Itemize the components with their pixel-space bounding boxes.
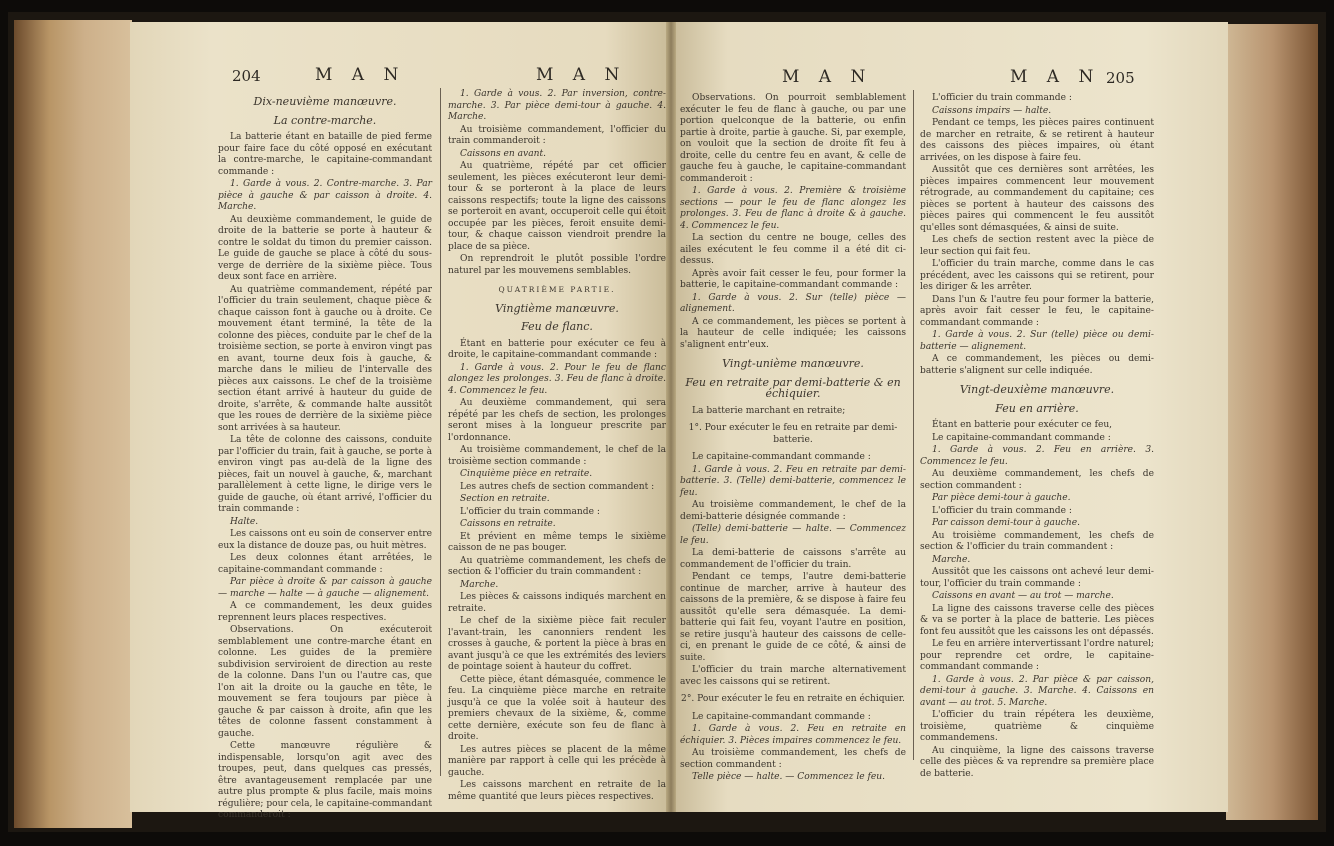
command-line: Telle pièce — halte. — Commencez le feu. xyxy=(692,772,886,782)
paragraph: Cette pièce, étant démasquée, commence le feu. La cinquième pièce marche en retraite jusqu'à ce que la volée soit à hauteur des premiers chevaux de la sixième, &, comme cette dernière, exécute son feu de flanc à droite. xyxy=(448,674,666,742)
command-line: Marche. xyxy=(460,579,499,590)
command-line: 1. Garde à vous. 2. Feu en retraite en échiquier. 3. Pièces impaires commencez le feu. xyxy=(680,724,906,746)
command-line: Par pièce demi-tour à gauche. xyxy=(932,493,1071,503)
paragraph: 2°. Pour exécuter le feu en retraite en échiquier. xyxy=(681,694,905,704)
paragraph: Au deuxième commandement, le guide de droite de la batterie se porte à hauteur & contre le soldat du timon du premier caisson. Le guide de gauche se place à côté du sous-verge de derrière de la sixième pièce. Tous deux sont face en arrière. xyxy=(218,214,432,282)
paragraph: Pendant ce temps, l'autre demi-batterie continue de marcher, arrive à hauteur des caissons de la première, & se dispose à faire feu aussitôt qu'elle sera démasquée. La demi-batterie qui fait feu, voyant l'autre en position, se retire jusqu'à hauteur des caissons de celle-ci, en prenant le guide de ce côté, & ainsi de suite. xyxy=(680,572,906,663)
section-heading: Dix-neuvième manœuvre. xyxy=(253,95,397,108)
command-line: Cinquième pièce en retraite. xyxy=(460,469,593,479)
paragraph: La batterie étant en bataille de pied ferme pour faire face du côté opposé en exécutant la contre-marche, le capitaine-commandant commande : xyxy=(218,132,432,177)
section-heading: Vingt-unième manœuvre. xyxy=(722,357,864,370)
paragraph: L'officier du train commande : xyxy=(932,505,1072,516)
paragraph: L'officier du train marche alternativement avec les caissons qui se retirent. xyxy=(680,665,906,687)
paragraph: La batterie marchant en retraite; xyxy=(692,405,846,416)
paragraph: Au quatrième commandement, répété par l'officier du train seulement, chaque pièce & chaque caisson font à gauche ou à droite. Ce mouvement étant terminé, la tête de la colonne des pièces, conduite par le chef de la troisième section, se porte à environ vingt pas en avant, tourne deux fois à gauche, & marche dans le milieu de l'intervalle des pièces aux caissons. Le chef de la troisième section étant arrivé à hauteur du guide de droite, s'arrête, & commande halte aussitôt que les roues de derrière de la sixième pièce sont arrivées à sa hauteur. xyxy=(218,284,432,433)
right-header-outer: M A N xyxy=(1010,67,1101,87)
left-column-rule xyxy=(440,88,441,776)
paragraph: Étant en batterie pour exécuter ce feu, xyxy=(932,420,1113,430)
left-header-inner: M A N xyxy=(536,65,627,85)
command-line: Caissons en avant — au trot — marche. xyxy=(932,591,1114,601)
paragraph: Au troisième commandement, les chefs de section & l'officier du train commandent : xyxy=(920,530,1154,552)
paragraph: A ce commandement, les pièces se portent à la hauteur de celle indiquée; les caissons s'alignent entr'eux. xyxy=(680,316,906,350)
paragraph: La demi-batterie de caissons s'arrête au commandement de l'officier du train. xyxy=(680,548,906,570)
paragraph: Pendant ce temps, les pièces paires continuent de marcher en retraite, & se retirent à hauteur des caissons des pièces impaires, où étant arrivées, on les dispose à faire feu. xyxy=(920,118,1154,163)
paragraph: A ce commandement, les pièces ou demi-batterie s'alignent sur celle indiquée. xyxy=(920,354,1154,376)
paragraph: Le chef de la sixième pièce fait reculer l'avant-train, les canonniers rendent les crosses à gauche, & portent la pièce à bras en avant jusqu'à ce que les extrémités des leviers de pointage soient à hauteur du coffret. xyxy=(448,616,666,672)
section-heading: Feu en arrière. xyxy=(995,401,1079,415)
paragraph: Dans l'un & l'autre feu pour former la batterie, après avoir fait cesser le feu, le capitaine-commandant commande : xyxy=(920,294,1154,328)
section-heading: La contre-marche. xyxy=(273,113,377,127)
right-page-column-2 xyxy=(920,93,1154,779)
command-line: 1. Garde à vous. 2. Par pièce & par caisson, demi-tour à gauche. 3. Marche. 4. Caissons en avant — au trot. 5. Marche. xyxy=(920,674,1154,708)
paragraph: Au troisième commandement, l'officier du train commanderoit : xyxy=(448,124,666,146)
right-header-inner: M A N xyxy=(782,67,873,87)
section-heading: Vingtième manœuvre. xyxy=(495,301,619,315)
paragraph: Et prévient en même temps le sixième caisson de ne pas bouger. xyxy=(448,531,666,553)
paragraph: Les pièces & caissons indiqués marchent en retraite. xyxy=(448,592,666,614)
paragraph: La section du centre ne bouge, celles des ailes exécutent le feu comme il a été dit ci-dessus. xyxy=(680,233,906,266)
command-line: Halte. xyxy=(230,516,259,527)
command-line: 1. Garde à vous. 2. Sur (telle) pièce ou demi-batterie — alignement. xyxy=(920,330,1154,352)
paragraph: Au cinquième, la ligne des caissons traverse celle des pièces & va reprendre sa première place de batterie. xyxy=(920,745,1154,779)
paragraph: Aussitôt que les caissons ont achevé leur demi-tour, l'officier du train commande : xyxy=(920,567,1154,589)
paragraph: L'officier du train marche, comme dans le cas précédent, avec les caissons qui se retirent, pour les diriger & les arrêter. xyxy=(920,259,1154,292)
paragraph: QUATRIÈME PARTIE. xyxy=(498,285,616,294)
paragraph: Cette manœuvre régulière & indispensable, lorsqu'on agit avec des troupes, peut, dans quelques cas pressés, être avantageusement remplacée par une autre plus prompte & plus facile, mais moins régulière; pour cela, le capitaine-commandant commanderoit : xyxy=(218,741,432,820)
right-column-rule xyxy=(913,90,914,760)
paragraph: La tête de colonne des caissons, conduite par l'officier du train, fait à gauche, se porte à environ vingt pas au-delà de la ligne des pièces, fait un nouvel à gauche, &, marchant parallèlement à cette ligne, le dirige vers le guide de gauche, où étant arrivé, l'officier du train commande : xyxy=(218,435,432,514)
paragraph: Les deux colonnes étant arrêtées, le capitaine-commandant commande : xyxy=(218,553,432,575)
left-page-edges xyxy=(14,20,132,828)
paragraph: Après avoir fait cesser le feu, pour former la batterie, le capitaine-commandant commande : xyxy=(680,268,906,290)
command-line: Section en retraite. xyxy=(460,494,550,504)
right-page-column-1 xyxy=(680,93,906,782)
command-line: 1. Garde à vous. 2. Pour le feu de flanc alongez les prolonges. 3. Feu de flanc à droite. 4. Commencez le feu. xyxy=(448,362,666,396)
paragraph: L'officier du train répétera les deuxième, troisième, quatrième & cinquième commandemens. xyxy=(920,710,1154,743)
section-heading: Vingt-deuxième manœuvre. xyxy=(959,383,1115,396)
paragraph: On reprendroit le plutôt possible l'ordre naturel par les mouvemens semblables. xyxy=(448,254,666,276)
paragraph: Au quatrième commandement, les chefs de section & l'officier du train commandent : xyxy=(448,555,666,577)
paragraph: Au quatrième, répété par cet officier seulement, les pièces exécuteront leur demi-tour & se porteront à la place de leurs caissons respectifs; toute la ligne des caissons se porteroit en avant, occuperoit celle qui étoit occupée par les pièces, feroit ensuite demi-tour, & chaque caisson viendroit prendre la place de sa pièce. xyxy=(448,161,666,252)
command-line: 1. Garde à vous. 2. Par inversion, contre-marche. 3. Par pièce demi-tour à gauche. 4. Marche. xyxy=(448,89,666,122)
section-heading: Feu en retraite par demi-batterie & en échiquier. xyxy=(685,375,901,400)
paragraph: Le capitaine-commandant commande : xyxy=(692,711,871,722)
left-page-column-2 xyxy=(448,89,666,802)
paragraph: Les autres pièces se placent de la même manière par rapport à celle qui les précède à gauche. xyxy=(448,744,666,778)
command-line: 1. Garde à vous. 2. Contre-marche. 3. Par pièce à gauche & par caisson à droite. 4. Marche. xyxy=(218,179,432,212)
paragraph: Le capitaine-commandant commande : xyxy=(692,452,871,462)
paragraph: Au troisième commandement, le chef de la troisième section commande : xyxy=(448,445,666,467)
command-line: 1. Garde à vous. 2. Première & troisième sections — pour le feu de flanc alongez les prolonges. 3. Feu de flanc à droite & à gauche. 4. Commencez le feu. xyxy=(680,186,906,231)
command-line: Par pièce à droite & par caisson à gauche — marche — halte — à gauche — alignement. xyxy=(218,577,432,599)
command-line: Marche. xyxy=(932,554,971,565)
paragraph: Le feu en arrière intervertissant l'ordre naturel; pour reprendre cet ordre, le capitaine-commandant commande : xyxy=(920,639,1154,672)
command-line: Par caisson demi-tour à gauche. xyxy=(932,518,1081,528)
left-header-outer: M A N xyxy=(315,65,406,85)
command-line: Caissons en retraite. xyxy=(460,519,556,529)
paragraph: Au troisième commandement, les chefs de section commandent : xyxy=(680,748,906,770)
right-page-edges xyxy=(1226,24,1318,820)
paragraph: Au deuxième commandement, qui sera répété par les chefs de section, les prolonges seront mises à la longueur prescrite par l'ordonnance. xyxy=(448,398,666,443)
paragraph: L'officier du train commande : xyxy=(460,506,600,517)
paragraph: Au deuxième commandement, les chefs de section commandent : xyxy=(920,469,1154,491)
command-line: 1. Garde à vous. 2. Sur (telle) pièce — alignement. xyxy=(680,292,906,314)
paragraph: Au troisième commandement, le chef de la demi-batterie désignée commande : xyxy=(680,500,906,522)
command-line: 1. Garde à vous. 2. Feu en retraite par demi-batterie. 3. (Telle) demi-batterie, commencez le feu. xyxy=(680,464,906,498)
book-gutter xyxy=(666,22,676,812)
paragraph: Le capitaine-commandant commande : xyxy=(932,432,1111,443)
paragraph: Observations. On pourroit semblablement exécuter le feu de flanc à gauche, ou par une portion quelconque de la batterie, ou enfin partie à droite, partie à gauche. Si, par exemple, on vouloit que la section de droite fît feu à droite, celle du centre feu en avant, & celle de gauche feu à gauche, le capitaine-commandant commanderoit : xyxy=(680,93,906,184)
paragraph: Les chefs de section restent avec la pièce de leur section qui fait feu. xyxy=(920,235,1154,257)
right-page-number: 205 xyxy=(1106,69,1135,87)
paragraph: Les caissons marchent en retraite de la même quantité que leurs pièces respectives. xyxy=(448,780,666,802)
command-line: (Telle) demi-batterie — halte. — Commencez le feu. xyxy=(680,524,906,546)
command-line: Caissons en avant. xyxy=(460,148,547,159)
paragraph: Les caissons ont eu soin de conserver entre eux la distance de douze pas, ou huit mètres. xyxy=(218,529,432,551)
paragraph: Observations. On exécuteroit semblablement une contre-marche étant en colonne. Les guides de la première subdivision serviroient de direction au reste de la colonne. Dans l'un ou l'autre cas, que l'on ait la droite ou la gauche en tête, le mouvement se fera toujours par pièce à gauche & par caisson à droite, afin que les têtes de colonne fassent constamment à gauche. xyxy=(218,625,432,739)
paragraph: La ligne des caissons traverse celle des pièces & va se porter à la place de batterie. Les pièces font feu aussitôt que les caissons les ont dépassés. xyxy=(920,603,1154,637)
command-line: 1. Garde à vous. 2. Feu en arrière. 3. Commencez le feu. xyxy=(920,445,1154,467)
command-line: Caissons impairs — halte. xyxy=(932,105,1052,116)
paragraph: Étant en batterie pour exécuter ce feu à droite, le capitaine-commandant commande : xyxy=(448,338,666,360)
paragraph: A ce commandement, les deux guides reprennent leurs places respectives. xyxy=(218,601,432,623)
left-page-column-1 xyxy=(218,89,432,820)
paragraph: Les autres chefs de section commandent : xyxy=(460,481,655,492)
section-heading: Feu de flanc. xyxy=(521,320,593,333)
paragraph: 1°. Pour exécuter le feu en retraite par demi-batterie. xyxy=(688,423,898,445)
left-page-number: 204 xyxy=(232,67,261,85)
paragraph: L'officier du train commande : xyxy=(932,93,1072,103)
paragraph: Aussitôt que ces dernières sont arrêtées, les pièces impaires commencent leur mouvement rétrograde, au commandement du capitaine; ces pièces se portent à hauteur des caissons des pièces paires qui commencent le feu aussitôt qu'elles sont démasquées, & ainsi de suite. xyxy=(920,165,1154,233)
